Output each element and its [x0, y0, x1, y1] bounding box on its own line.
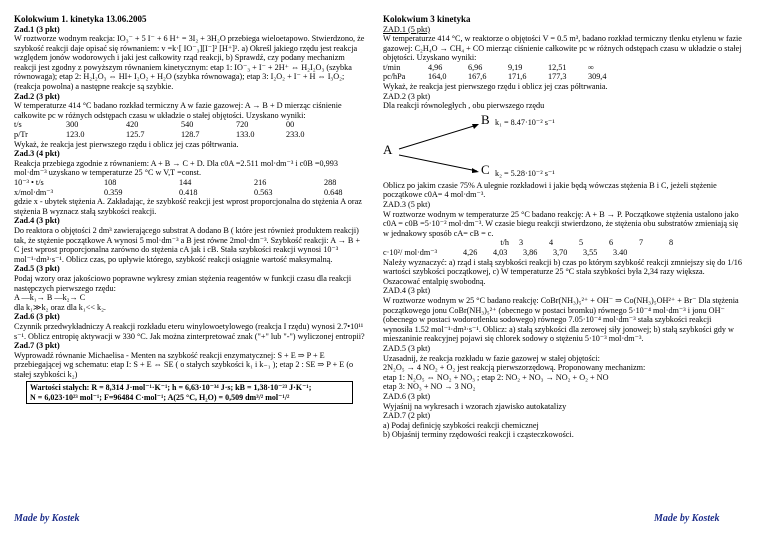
rate-constant-k1: k₁ = 8.47·10⁻² s⁻¹	[495, 117, 555, 127]
left-z7-text: Wyprowadź równanie Michaelisa - Menten na szybkość reakcji enzymatycznej: S + E ⇒ P + E przebiegającej wg schematu: etap I: S + E ⇔ SE ( o stałych szybkości k₁ i k₋₁ ); etap 2 : SE ⇒ P + E (o stałej szybkości k₂)	[14, 350, 354, 379]
right-z1-tail: Wykaż, że reakcja jest pierwszego rzędu i oblicz jej czas półtrwania.	[383, 82, 608, 92]
cell: 420	[126, 120, 139, 130]
cell: 133.0	[236, 130, 255, 140]
right-z3-text: W roztworze wodnym w temperaturze 25 °C badano reakcję: A + B → P. Początkowe stężenia ustalono jako c0A = c0B =5·10⁻² mol·dm⁻³. W czasie biegu reakcji stwierdzono, że stężenia obu substratów zmieniają się w jednakowy sposób cA= cB = c.	[383, 209, 739, 238]
cell: 123.0	[66, 130, 85, 140]
cell: 540	[181, 120, 194, 130]
cell: 4,03	[493, 248, 508, 257]
right-z2-heading: ZAD.2 (3 pkt)	[383, 91, 431, 101]
right-title: Kolokwium 3 kinetyka	[383, 14, 471, 24]
left-z3-text: Reakcja przebiega zgodnie z równaniem: A + B → C + D. Dla c0A =2.511 mol·dm⁻³ i c0B =0,993 mol·dm⁻³ uzyskano w temperaturze 25 °C w V,T =const.	[14, 158, 338, 178]
right-z7-heading: ZAD.7 (2 pkt)	[383, 411, 431, 421]
cell: 4,96	[428, 62, 443, 72]
cell: 128.7	[181, 130, 200, 140]
left-z2-row2	[14, 130, 365, 140]
cell: 3,86	[523, 248, 538, 257]
cell: 108	[104, 178, 117, 187]
cell: 171,6	[508, 72, 527, 82]
left-z5-scheme: A —k₁→ B —k₂→ C	[14, 293, 86, 303]
constants-line-2: N = 6,023·10²³ mol⁻¹; F=96484 C·mol⁻¹; A(25 °C, H₂O) = 0,509 dm³/² mol⁻¹/²	[30, 392, 290, 402]
cell: 167,6	[468, 72, 487, 82]
right-z4-heading: ZAD.4 (3 pkt)	[383, 286, 431, 296]
right-z7-a: a) Podaj definicję szybkości reakcji chemicznej	[383, 420, 539, 430]
cell: 00	[286, 120, 295, 130]
species-a: A	[383, 141, 393, 157]
cell: 177,3	[548, 72, 567, 82]
constants-line-1: Wartości stałych: R = 8,314 J·mol⁻¹·K⁻¹; h = 6,63·10⁻³⁴ J·s; kB = 1,38·10⁻²³ J·K⁻¹;	[30, 383, 312, 393]
arrow-to-b	[399, 125, 477, 149]
cell: 3,55	[583, 248, 598, 257]
right-z3-heading: ZAD.3 (5 pkt)	[383, 200, 431, 210]
cell: 12,51	[548, 62, 567, 72]
cell: 3.40	[613, 248, 628, 257]
left-z2-heading: Zad.2 (3 pkt)	[14, 91, 60, 101]
left-title: Kolokwium 1. kinetyka 13.06.2005	[14, 14, 147, 24]
right-z5-step1: etap 1: N₂O₅ ⇔ NO₂ + NO₃ ; etap 2: NO₂ + NO₃ → NO₂ + O₂ + NO	[383, 372, 609, 382]
cell: 3	[519, 238, 524, 248]
right-column	[383, 14, 743, 440]
left-z4-heading: Zad.4 (3 pkt)	[14, 216, 60, 226]
left-z7-heading: Zad.7 (3 pkt)	[14, 341, 60, 351]
cell: 164,0	[428, 72, 447, 82]
cell: 3,70	[553, 248, 568, 257]
left-column	[14, 14, 365, 404]
species-b: B	[481, 111, 490, 127]
right-z6-heading: ZAD.6 (3 pkt)	[383, 391, 431, 401]
footer-left-signature: Made by Kostek	[14, 513, 80, 524]
cell: p/Tr	[14, 130, 28, 140]
left-z5-text: Podaj wzory oraz jakościowo poprawne wykresy zmian stężenia reagentów w funkcji czasu dla reakcji następczych pierwszego rzędu:	[14, 273, 352, 293]
arrow-head-c	[472, 168, 479, 173]
cell: 4,26	[463, 248, 478, 257]
right-z1-row1	[383, 63, 743, 73]
cell: 0.359	[104, 187, 123, 197]
right-z4-text: W roztworze wodnym w 25 °C badano reakcję: CoBr(NH₃)₅²⁺ + OH⁻ ⇒ Co(NH₃)₅OH²⁺ + Br⁻ Dla stężenia początkowego jonu CoBr(NH₃)₅²⁺ (obecnego w postaci bromku) równego 5·10⁻⁴ mol·dm⁻³ i jonu OH⁻ (obecnego w postaci wodorotlenku sodowego) równego 7.05·10⁻⁴ mol·dm⁻³ stała szybkości reakcji wynosiła 1.52 mol⁻¹·dm³·s⁻¹. Oblicz: a) stałą szybkości dla zerowej siły jonowej; b) stałą szybkości gdy w mieszaninie reakcyjnej pojawi się chlorek sodowy o stężeniu 5·10⁻³ mol·dm⁻³.	[383, 295, 739, 344]
cell: 233.0	[286, 130, 305, 140]
cell: 125.7	[126, 130, 145, 140]
left-z2-text: W temperaturze 414 °C badano rozkład termiczny A w fazie gazowej: A → B + D mierząc ciśnienie całkowite pc w różnych odstępach czasu w układzie o stałej objętości. Uzyskano wyniki:	[14, 101, 342, 120]
right-z3-row2	[383, 248, 743, 258]
left-z2-tail: Wykaż, że reakcja jest pierwszego rzędu i oblicz jej czas półtrwania.	[14, 139, 239, 149]
cell: 720	[236, 120, 249, 130]
constants-box	[26, 381, 353, 404]
cell: 309,4	[588, 72, 607, 82]
arrow-to-c	[399, 155, 477, 171]
cell: 10⁻³ • t/s	[14, 178, 44, 187]
left-z1-heading: Zad.1 (3 pkt)	[14, 24, 60, 34]
right-z3-tail: Należy wyznaczyć: a) rząd i stałą szybkości reakcji b) czas po którym szybkość reakcji zmniejszy się do 1/16 wartości szybkości początkowej, c) W temperaturze 25 °C stała szybkości była 2,34 razy większa. Oszacować entalpię swobodną.	[383, 257, 742, 286]
cell: 0.648	[324, 187, 343, 197]
left-z1-text: W roztworze wodnym reakcja: IO₃⁻ + 5 I⁻ + 6 H⁺ = 3I₂ + 3H₂O przebiega wieloetapowo. Stwierdzono, że szybkość reakcji daje opisać się równaniem: v =k·[ IO⁻₃][I⁻]² [H⁺]². a) Określ jakiego rzędu jest reakcja względem jonów wodorowych i jaki jest całkowity rząd reakcji, b) Sprawdź, czy podany mechanizm reakcji jest zgodny z powyższym równaniem kinetycznym: etap 1: IO⁻₃ + I⁻ + 2H⁺ ⇔ H₂I₂O₃ (szybka równowaga); etap 2: H₂I₂O₃ ⇔ HI+ I₂O₂ + H₂O (szybka równowaga); etap 3: I₂O₂ + I⁻ + H ⇔ I₃O₂; (reakcja powolna) a następne reakcje są szybkie.	[14, 34, 365, 92]
cell: t/min	[383, 62, 401, 72]
cell: 144	[179, 178, 192, 187]
left-z5-tail: dla k₁≫k₂ oraz dla k₁<< k₂.	[14, 302, 106, 312]
parallel-reactions-scheme	[383, 111, 743, 181]
cell: 8	[669, 238, 674, 248]
cell: 300	[66, 120, 79, 130]
cell: 5	[579, 238, 584, 248]
right-z1-row2	[383, 72, 743, 82]
cell: 6,96	[468, 62, 483, 72]
left-z3-tail: gdzie x - ubytek stężenia A. Zakładając, że szybkość reakcji jest wprost proporcjonalna do stężenia A oraz stężenia B wyznacz stałą szybkości reakcji.	[14, 197, 362, 216]
cell: 4	[549, 238, 554, 248]
species-c: C	[481, 161, 490, 177]
right-z2-tail: Oblicz po jakim czasie 75% A ulegnie rozkładowi i jakie będą wówczas stężenia B i C, jeżeli stężenie początkowe c0A= 4 mol·dm⁻³.	[383, 180, 717, 200]
right-z5-heading: ZAD.5 (3 pkt)	[383, 343, 431, 353]
left-z3-row2	[14, 188, 365, 198]
right-z1-text: W temperaturze 414 °C, w reaktorze o objętości V = 0.5 m³, badano rozkład termiczny tlenku etylenu w fazie gazowej: C₂H₄O → CH₄ + CO mierząc ciśnienie całkowite pc w różnych odstępach czasu w układzie o stałej objętości. Uzyskano wyniki:	[383, 34, 742, 63]
right-z6-text: Wyjaśnij na wykresach i wzorach zjawisko autokatalizy	[383, 401, 567, 411]
cell: 6	[609, 238, 614, 248]
cell: t/h	[500, 238, 509, 248]
arrow-head-b	[472, 124, 479, 129]
cell: 216	[254, 178, 267, 187]
left-z4-text: Do reaktora o objętości 2 dm³ zawierającego substrat A dodano B ( które jest również produktem reakcji) tak, że stężenie początkowe A wynosi 5 mol·dm⁻³ a B jest równe 2mol·dm⁻³. Szybkość reakcji: A → B + C jest wprost proporcjonalna zarówno do stężenia cA jak i cB. Stała szybkości reakcji wynosi 10⁻³ mol⁻¹·dm³·s⁻¹. Oblicz czas, po upływie którego, szybkość reakcji osiągnie wartość maksymalną.	[14, 225, 361, 264]
cell: 0.418	[179, 187, 198, 197]
right-z1-heading: ZAD.1 (5 pkt)	[383, 24, 431, 34]
footer-right-signature: Made by Kostek	[654, 513, 720, 524]
right-z5-text: Uzasadnij, że reakcja rozkładu w fazie gazowej w stałej objętości:	[383, 353, 600, 363]
left-z5-heading: Zad.5 (3 pkt)	[14, 264, 60, 274]
right-z3-row1	[383, 238, 743, 248]
left-z6-text: Czynnik przedwykładniczy A reakcji rozkładu eteru winylowoetylowego (reakcja I rzędu) wynosi 2.7•10¹¹ s⁻¹. Oblicz entropię aktywacji w 330 °C. Jak można zinterpretować znak ("+" lub "-") wyliczonej entropii?	[14, 321, 365, 341]
right-z7-b: b) Objaśnij terminy rzędowości reakcji i cząsteczkowości.	[383, 430, 574, 440]
cell: ∞	[588, 62, 594, 72]
cell: x/mol·dm⁻³	[14, 187, 54, 197]
cell: c·10²/ mol·dm⁻³	[383, 248, 438, 257]
right-z5-step3: etap 3: NO₃ + NO → 3 NO₂	[383, 382, 476, 392]
left-z3-heading: Zad.3 (4 pkt)	[14, 149, 60, 159]
cell: 288	[324, 178, 337, 187]
cell: 9,19	[508, 62, 523, 72]
left-z2-row1	[14, 120, 365, 130]
cell: t/s	[14, 120, 22, 130]
right-z5-equation: 2N₂O₅ → 4 NO₂ + O₂ jest reakcją pierwszorzędową. Proponowany mechanizm:	[383, 363, 646, 373]
cell: 7	[639, 238, 644, 248]
right-z2-text: Dla reakcji równoległych , obu pierwszego rzędu	[383, 101, 545, 111]
cell: pc/hPa	[383, 72, 406, 82]
left-z6-heading: Zad.6 (3 pkt)	[14, 312, 60, 322]
rate-constant-k2: k₂ = 5.28·10⁻² s⁻¹	[495, 168, 555, 178]
left-z3-row1	[14, 178, 365, 188]
cell: 0.563	[254, 187, 273, 197]
